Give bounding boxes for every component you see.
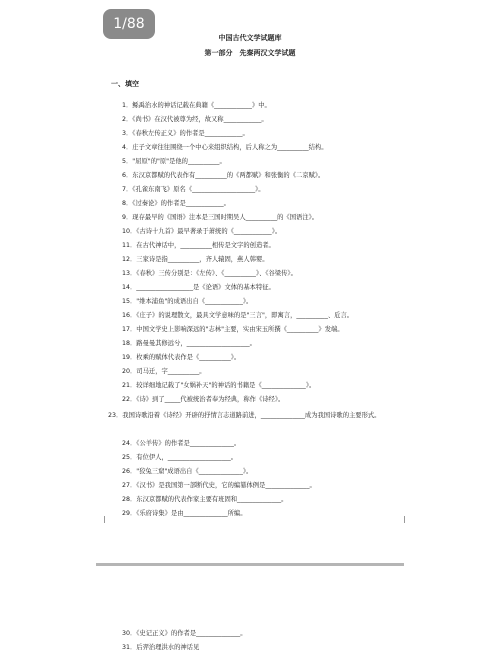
question-item: 5．"屈原"的"原"是他的__________。	[122, 158, 226, 165]
question-item: 20．司马迁，字__________。	[122, 368, 206, 375]
question-item: 19．枚乘的赋体代表作是《__________》。	[122, 354, 241, 361]
document-title: 中国古代文学试题库	[218, 34, 282, 42]
question-item: 15．"维本浦鱼"的成语出自《____________》。	[122, 298, 253, 305]
question-item: 16．《庄子》的说理散文，最具文学意味的是"三言"，即寓言，__________、卮言。	[122, 312, 354, 319]
crop-mark	[404, 516, 405, 523]
question-item: 14．__________________是《论语》文体的基本特征。	[122, 284, 275, 291]
question-item: 4．庄子文章往往围绕一个中心来组织结构，后人称之为__________结构。	[122, 144, 328, 151]
question-item: 13．《春秋》三传分别是：《左传》、《__________》、《谷梁传》。	[122, 270, 297, 277]
page-counter: 1/88	[103, 9, 155, 39]
question-item: 1．鲧禹治水的神话记载在典籍《____________》中。	[122, 102, 271, 109]
document-subtitle: 第一部分 先秦两汉文学试题	[204, 49, 296, 57]
question-item: 21．较详细地记载了"女娲补天"的神话的书籍是《______________》。	[122, 382, 316, 389]
question-item: 30．《史记正义》的作者是______________。	[122, 630, 247, 637]
question-item: 3．《春秋左传正义》的作者是____________。	[122, 130, 249, 137]
question-item: 6．东汉京都赋的代表作有__________的《两都赋》和张衡的《二京赋》。	[122, 172, 325, 179]
page-break-divider	[96, 563, 404, 566]
question-item: 23．我国诗歌沿着《诗经》开辟的抒情言志道路前进，______________成为我国诗歌的主要形式。	[108, 412, 381, 419]
question-item: 7．《孔雀东南飞》原名《____________________》。	[122, 186, 265, 193]
question-item: 22．《诗》到了_____代被统治者奉为经典，称作《诗经》。	[122, 396, 285, 403]
question-item: 12．三家诗是指__________，齐人辕固，燕人韩婴。	[122, 256, 269, 263]
question-item: 29．《乐府诗集》是由______________所编。	[122, 510, 247, 517]
question-item: 26．"狡兔三窟"成语出自《______________》。	[122, 468, 253, 475]
question-item: 28．东汉京都赋的代表作家主要有班固和______________。	[122, 496, 288, 503]
question-item: 10．《古诗十九首》最早著录于萧统的《____________》。	[122, 228, 282, 235]
section-heading: 一、填空	[111, 80, 139, 88]
question-item: 2．《尚书》在汉代被尊为经，故又称____________。	[122, 116, 268, 123]
question-item: 31．后羿治理洪水的神话见	[122, 644, 200, 651]
question-item: 24．《公羊传》的作者是______________。	[122, 440, 241, 447]
question-item: 18．路曼曼其修远兮，____________________。	[122, 340, 256, 347]
question-item: 11．在古代神话中，__________相传是文字的创造者。	[122, 242, 275, 249]
crop-mark	[104, 516, 105, 523]
question-item: 17．中国文学史上影响深远的"志林"主要，实由宋玉所撰《__________》发端。	[122, 326, 344, 333]
question-item: 25．有位伊人，____________________。	[122, 454, 238, 461]
question-item: 27．《汉书》是我国第一部断代史，它的编纂体例是______________。	[122, 482, 316, 489]
question-item: 9．现存最早的《国语》注本是三国时期吴人__________的《国语注》。	[122, 214, 319, 221]
question-item: 8．《过秦论》的作者是____________。	[122, 200, 230, 207]
